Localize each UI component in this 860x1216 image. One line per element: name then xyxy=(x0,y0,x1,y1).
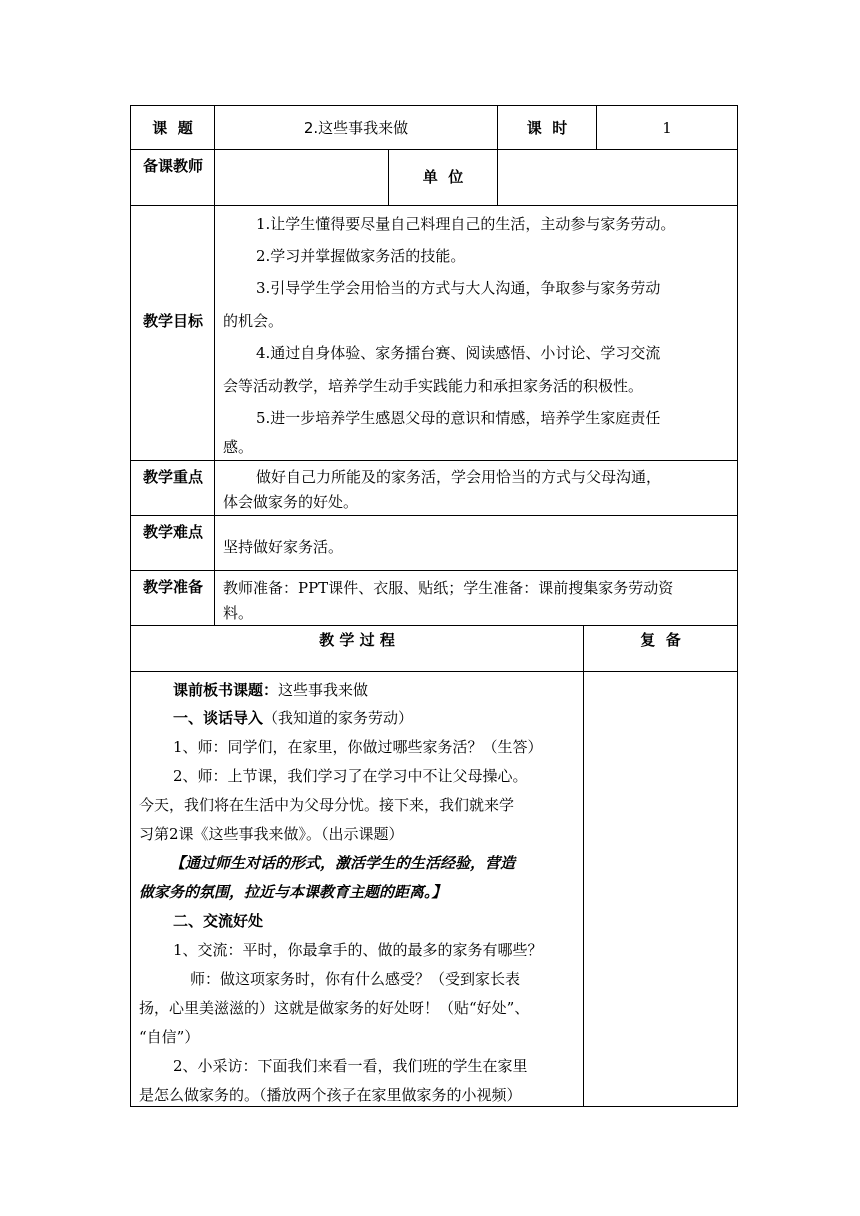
section-1-subtitle: （我知道的家务劳动） xyxy=(263,709,414,727)
board-value: 这些事我来做 xyxy=(278,681,369,699)
preparation-line: 教师准备：PPT课件、衣服、贴纸；学生准备：课前搜集家务劳动资 xyxy=(223,579,674,597)
objective-line: 感。 xyxy=(223,438,254,456)
section-1-title: 一、谈话导入 xyxy=(173,709,264,727)
review-header: 复 备 xyxy=(640,631,681,649)
objective-line: 的机会。 xyxy=(223,312,284,330)
process-line: 2、师：上节课，我们学习了在学习中不让父母操心。 xyxy=(173,767,528,785)
period-label: 课 时 xyxy=(526,119,568,137)
board-line xyxy=(173,680,368,700)
process-line: 1、交流：平时，你最拿手的、做的最多的家务有哪些？ xyxy=(173,941,543,959)
table-border xyxy=(130,460,738,461)
objectives-label: 教学目标 xyxy=(142,312,203,330)
design-note: 【通过师生对话的形式，激活学生的生活经验，营造 xyxy=(170,854,516,872)
unit-label: 单 位 xyxy=(422,168,464,186)
table-border xyxy=(497,149,498,206)
topic-value: 2.这些事我来做 xyxy=(303,119,409,137)
board-label: 课前板书课题： xyxy=(173,681,279,699)
topic-label: 课 题 xyxy=(152,119,193,137)
objective-line: 4.通过自身体验、家务擂台赛、阅读感悟、小讨论、学习交流 xyxy=(256,344,661,362)
teacher-label: 备课教师 xyxy=(142,157,203,175)
objective-line: 5.进一步培养学生感恩父母的意识和情感，培养学生家庭责任 xyxy=(256,409,661,427)
difficulty-label: 教学难点 xyxy=(142,523,203,541)
preparation-line: 料。 xyxy=(223,604,254,622)
table-border xyxy=(130,105,131,1107)
table-border xyxy=(130,205,738,206)
objective-line: 2.学习并掌握做家务活的技能。 xyxy=(256,247,466,265)
process-line: “自信”） xyxy=(139,1028,200,1046)
table-border xyxy=(130,515,738,516)
table-border xyxy=(130,105,738,106)
table-border xyxy=(214,105,215,626)
preparation-label: 教学准备 xyxy=(142,578,203,596)
key-points-line: 做好自己力所能及的家务活，学会用恰当的方式与父母沟通， xyxy=(256,468,662,486)
process-line: 扬，心里美滋滋的）这就是做家务的好处呀！（贴“好处”、 xyxy=(139,999,530,1017)
process-header: 教 学 过 程 xyxy=(319,631,395,649)
table-border xyxy=(130,625,738,626)
process-line: 师：做这项家务时，你有什么感受？（受到家长表 xyxy=(190,970,521,988)
process-line: 今天，我们将在生活中为父母分忧。接下来，我们就来学 xyxy=(139,796,515,814)
process-line: 1、师：同学们，在家里，你做过哪些家务活？（生答） xyxy=(173,738,543,756)
table-border xyxy=(130,671,738,672)
section-1-heading xyxy=(173,708,413,728)
design-note: 做家务的氛围，拉近与本课教育主题的距离。】 xyxy=(139,883,447,901)
key-points-line: 体会做家务的好处。 xyxy=(223,493,359,511)
table-border xyxy=(130,149,738,150)
process-line: 是怎么做家务的。（播放两个孩子在家里做家务的小视频） xyxy=(139,1086,522,1104)
key-points-label: 教学重点 xyxy=(142,468,203,486)
objective-line: 3.引导学生学会用恰当的方式与大人沟通，争取参与家务劳动 xyxy=(256,279,661,297)
table-border xyxy=(130,570,738,571)
table-border xyxy=(583,625,584,1107)
table-border xyxy=(737,105,738,1107)
section-2-title: 二、交流好处 xyxy=(173,912,264,930)
period-value: 1 xyxy=(662,119,672,137)
difficulty-text: 坚持做好家务活。 xyxy=(223,538,344,556)
table-border xyxy=(130,1106,738,1107)
objective-line: 会等活动教学，培养学生动手实践能力和承担家务活的积极性。 xyxy=(223,377,644,395)
objective-line: 1.让学生懂得要尽量自己料理自己的生活，主动参与家务劳动。 xyxy=(256,215,676,233)
process-line: 习第2课《这些事我来做》。（出示课题） xyxy=(139,825,404,843)
process-line: 2、小采访：下面我们来看一看，我们班的学生在家里 xyxy=(173,1057,528,1075)
